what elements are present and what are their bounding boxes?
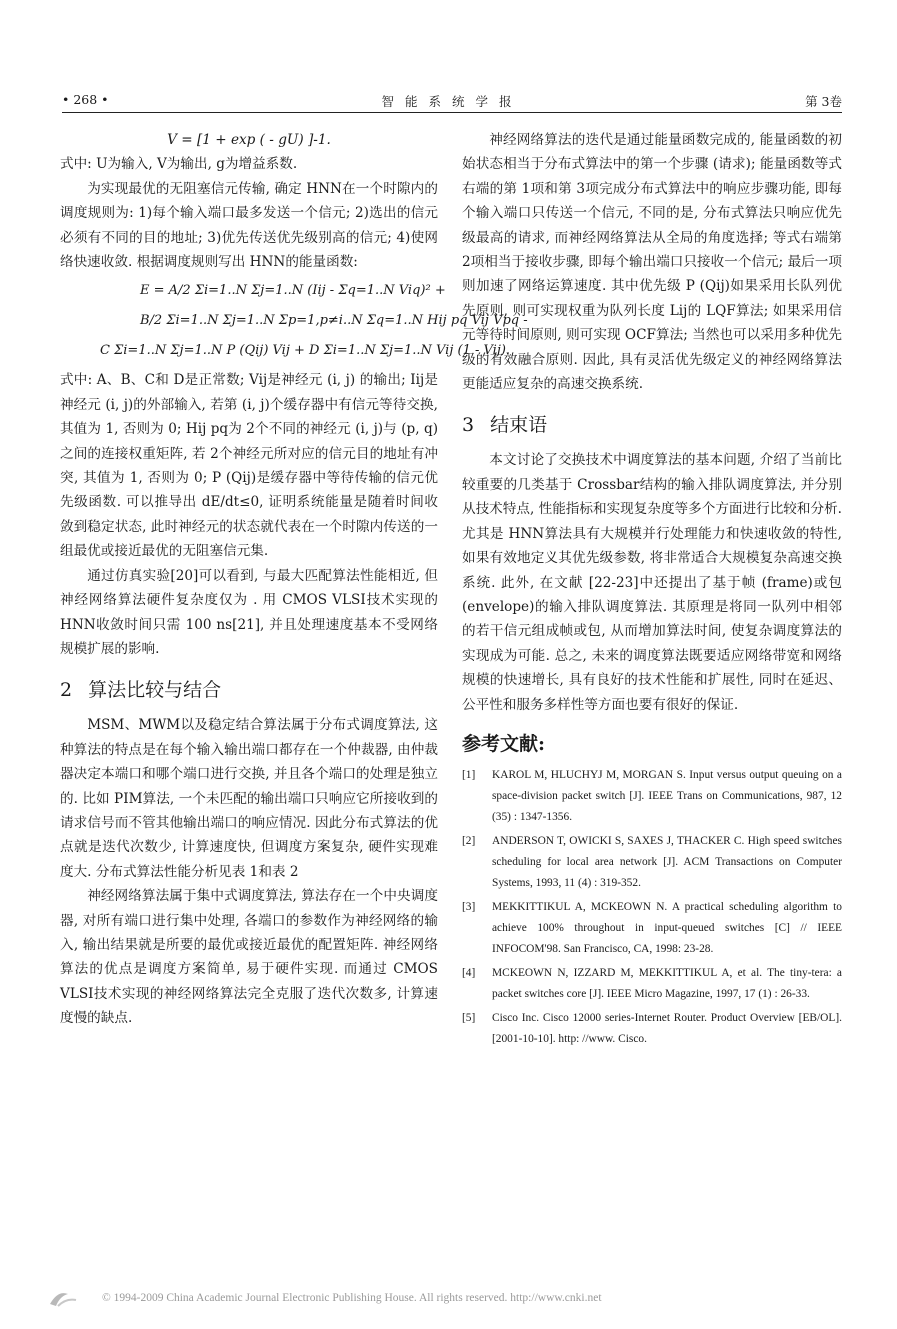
reference-item — [462, 831, 842, 894]
reference-item — [462, 897, 842, 960]
section-2-title: 算法比较与结合 — [88, 679, 222, 702]
energy-line-2: B/2 Σi=1..N Σj=1..N Σp=1,p≠i..N Σq=1..N Hij pq Vij Vpq - — [140, 313, 528, 329]
copyright-text: © 1994-2009 China Academic Journal Electronic Publishing House. All rights reserved. http://www.cnki.net — [102, 1292, 602, 1304]
reference-text: MEKKITTIKUL A, MCKEOWN N. A practical scheduling algorithm to achieve 100% throughout in input-queued switches [C] // IEEE INFOCOM'98. San Francisco, CA, 1998: 23-28. — [492, 900, 842, 955]
reference-number: [3] — [462, 900, 476, 913]
section-3-number: 3 — [462, 414, 475, 437]
journal-name: 智能系统学报 — [381, 94, 523, 109]
energy-line-1: E = A/2 Σi=1..N Σj=1..N (Iij - Σq=1..N Viq)² + — [140, 283, 446, 299]
reference-item — [462, 1008, 842, 1050]
reference-text: MCKEOWN N, IZZARD M, MEKKITTIKUL A, et al. The tiny-tera: a packet switches core [J]. IEEE Micro Magazine, 1997, 17 (1) : 26-33. — [492, 966, 842, 1000]
paragraph-simulation: 通过仿真实验[20]可以看到, 与最大匹配算法性能相近, 但神经网络算法硬件复杂度仅为 . 用 CMOS VLSI技术实现的 HNN收敛时间只需 100 ns[21], 并且处理速度基本不受网络规模扩展的影响. — [60, 567, 438, 657]
paragraph-scheduling-rules: 为实现最优的无阻塞信元传输, 确定 HNN在一个时隙内的调度规则为: 1)每个输入端口最多发送一个信元; 2)选出的信元必须有不同的目的地址; 3)优先传送优先级别高的信元; 4)使网络快速收敛. 根据调度规则写出 HNN的能量函数: — [60, 180, 438, 271]
page-footer — [40, 1286, 860, 1314]
sigmoid-formula: V = [1 + exp ( - gU) ]-1. — [167, 132, 331, 148]
paragraph-centralized: 神经网络算法属于集中式调度算法, 算法存在一个中央调度器, 对所有端口进行集中处理, 各端口的参数作为神经网络的输入, 输出结果就是所要的最优或接近最优的配置矩阵. 神经网络算法的优点是调度方案简单, 易于硬件实现. 而通过 CMOS VLSI技术实现的神经网络算法完全克服了迭代次数多, 计算速度慢的缺点. — [60, 888, 438, 1027]
reference-number: [4] — [462, 966, 476, 979]
energy-line-3: C Σi=1..N Σj=1..N P (Qij) Vij + D Σi=1..N Σj=1..N Vij (1 - Vij). — [100, 343, 511, 359]
reference-list — [462, 765, 842, 1050]
page-number: • 268 • — [62, 92, 109, 107]
reference-text: Cisco Inc. Cisco 12000 series-Internet Router. Product Overview [EB/OL]. [2001-10-10]. http: //www. Cisco. — [492, 1011, 842, 1045]
section-2-heading — [60, 677, 438, 703]
cnki-logo-icon — [44, 1286, 86, 1312]
section-2-number: 2 — [60, 679, 73, 702]
section-3-heading — [462, 412, 842, 438]
reference-item — [462, 963, 842, 1005]
section-3-title: 结束语 — [490, 414, 548, 437]
right-column — [462, 128, 842, 1053]
paragraph-where-u-v: 式中: U为输入, V为输出, g为增益系数. — [60, 156, 298, 173]
energy-function — [60, 276, 528, 366]
paragraph-where-symbols: 式中: A、B、C和 D是正常数; Vij是神经元 (i, j) 的输出; Iij是神经元 (i, j)的外部输入, 若第 (i, j)个缓存器中有信元等待交换, 其值为 1, 否则为 0; Hij pq为 2个不同的神经元 (i, j)与 (p, q)之间的连接权重矩阵, 若 2个神经元所对应的信元目的地址有冲突, 其值为 1, 否则为 0; P (Qij)是缓存器中等待传输的信元优先级函数. 可以推导出 dE/dt≤0, 证明系统能量是随着时间收敛到稳定状态, 此时神经元的状态就代表在一个时隙内传送的一组最优或接近最优的无阻塞信元集. — [60, 372, 438, 560]
volume-label: 第 3卷 — [805, 94, 842, 109]
reference-item — [462, 765, 842, 828]
paragraph-distributed: MSM、MWM以及稳定结合算法属于分布式调度算法, 这种算法的特点是在每个输入输出端口都存在一个仲裁器, 由仲裁器决定本端口和哪个端口进行交换, 并且各个端口的处理是独立的. 比如 PIM算法, 一个未匹配的输出端口只响应它所接收到的请求信号而不管其他输出端口的响应情况. 因此分布式算法的优点就是迭代次数少, 计算速度快, 但调度方案复杂, 硬件实现难度大. 分布式算法性能分析见表 1和表 2 — [60, 717, 438, 880]
reference-number: [2] — [462, 834, 476, 847]
reference-text: KAROL M, HLUCHYJ M, MORGAN S. Input versus output queuing on a space-division packet switch [J]. IEEE Trans on Communications, 987, 12 (35) : 1347-1356. — [492, 768, 842, 823]
paragraph-conclusion: 本文讨论了交换技术中调度算法的基本问题, 介绍了当前比较重要的几类基于 Crossbar结构的输入排队调度算法, 并分别从技术特点, 性能指标和实现复杂度等多个方面进行比较和分析. 尤其是 HNN算法具有大规模并行处理能力和快速收敛的特性, 如果有效地定义其优先级参数, 将非常适合大规模复杂高速交换系统. 此外, 在文献 [22-23]中还提出了基于帧 (frame)或包 (envelope)的输入排队调度算法. 其原理是将同一队列中相邻的若干信元组成帧或包, 从而增加算法时间, 使复杂调度算法的实现成为可能. 总之, 未来的调度算法既要适应网络带宽和网络规模的快速增长, 具有良好的技术性能和扩展性, 同时在延迟、公平性和服务多样性等方面也要有很好的保证. — [462, 452, 842, 713]
reference-number: [5] — [462, 1011, 476, 1024]
page-header — [62, 90, 842, 113]
reference-text: ANDERSON T, OWICKI S, SAXES J, THACKER C. High speed switches scheduling for local area network [J]. ACM Transactions on Computer Systems, 1993, 11 (4) : 319-352. — [492, 834, 842, 889]
references-heading: 参考文献: — [462, 732, 546, 755]
paragraph-iteration: 神经网络算法的迭代是通过能量函数完成的, 能量函数的初始状态相当于分布式算法中的第一个步骤 (请求); 能量函数等式右端的第 1项和第 3项完成分布式算法中的响应步骤功能, 即每个输入端口只传送一个信元, 不同的是, 分布式算法只响应优先级最高的请求, 而神经网络算法从全局的角度选择; 等式右端第 2项相当于接收步骤, 即每个输出端口只接收一个信元; 最后一项则加速了网络运算速度. 其中优先级 P (Qij)如果采用长队列优先原则, 则可实现权重为队列长度 Lij的 LQF算法; 如果采用信元等待时间原则, 则可实现 OCF算法; 当然也可以采用多种优先级的有效融合原则. 因此, 具有灵活优先级定义的神经网络算法更能适应复杂的高速交换系统. — [462, 132, 842, 393]
reference-number: [1] — [462, 768, 476, 781]
